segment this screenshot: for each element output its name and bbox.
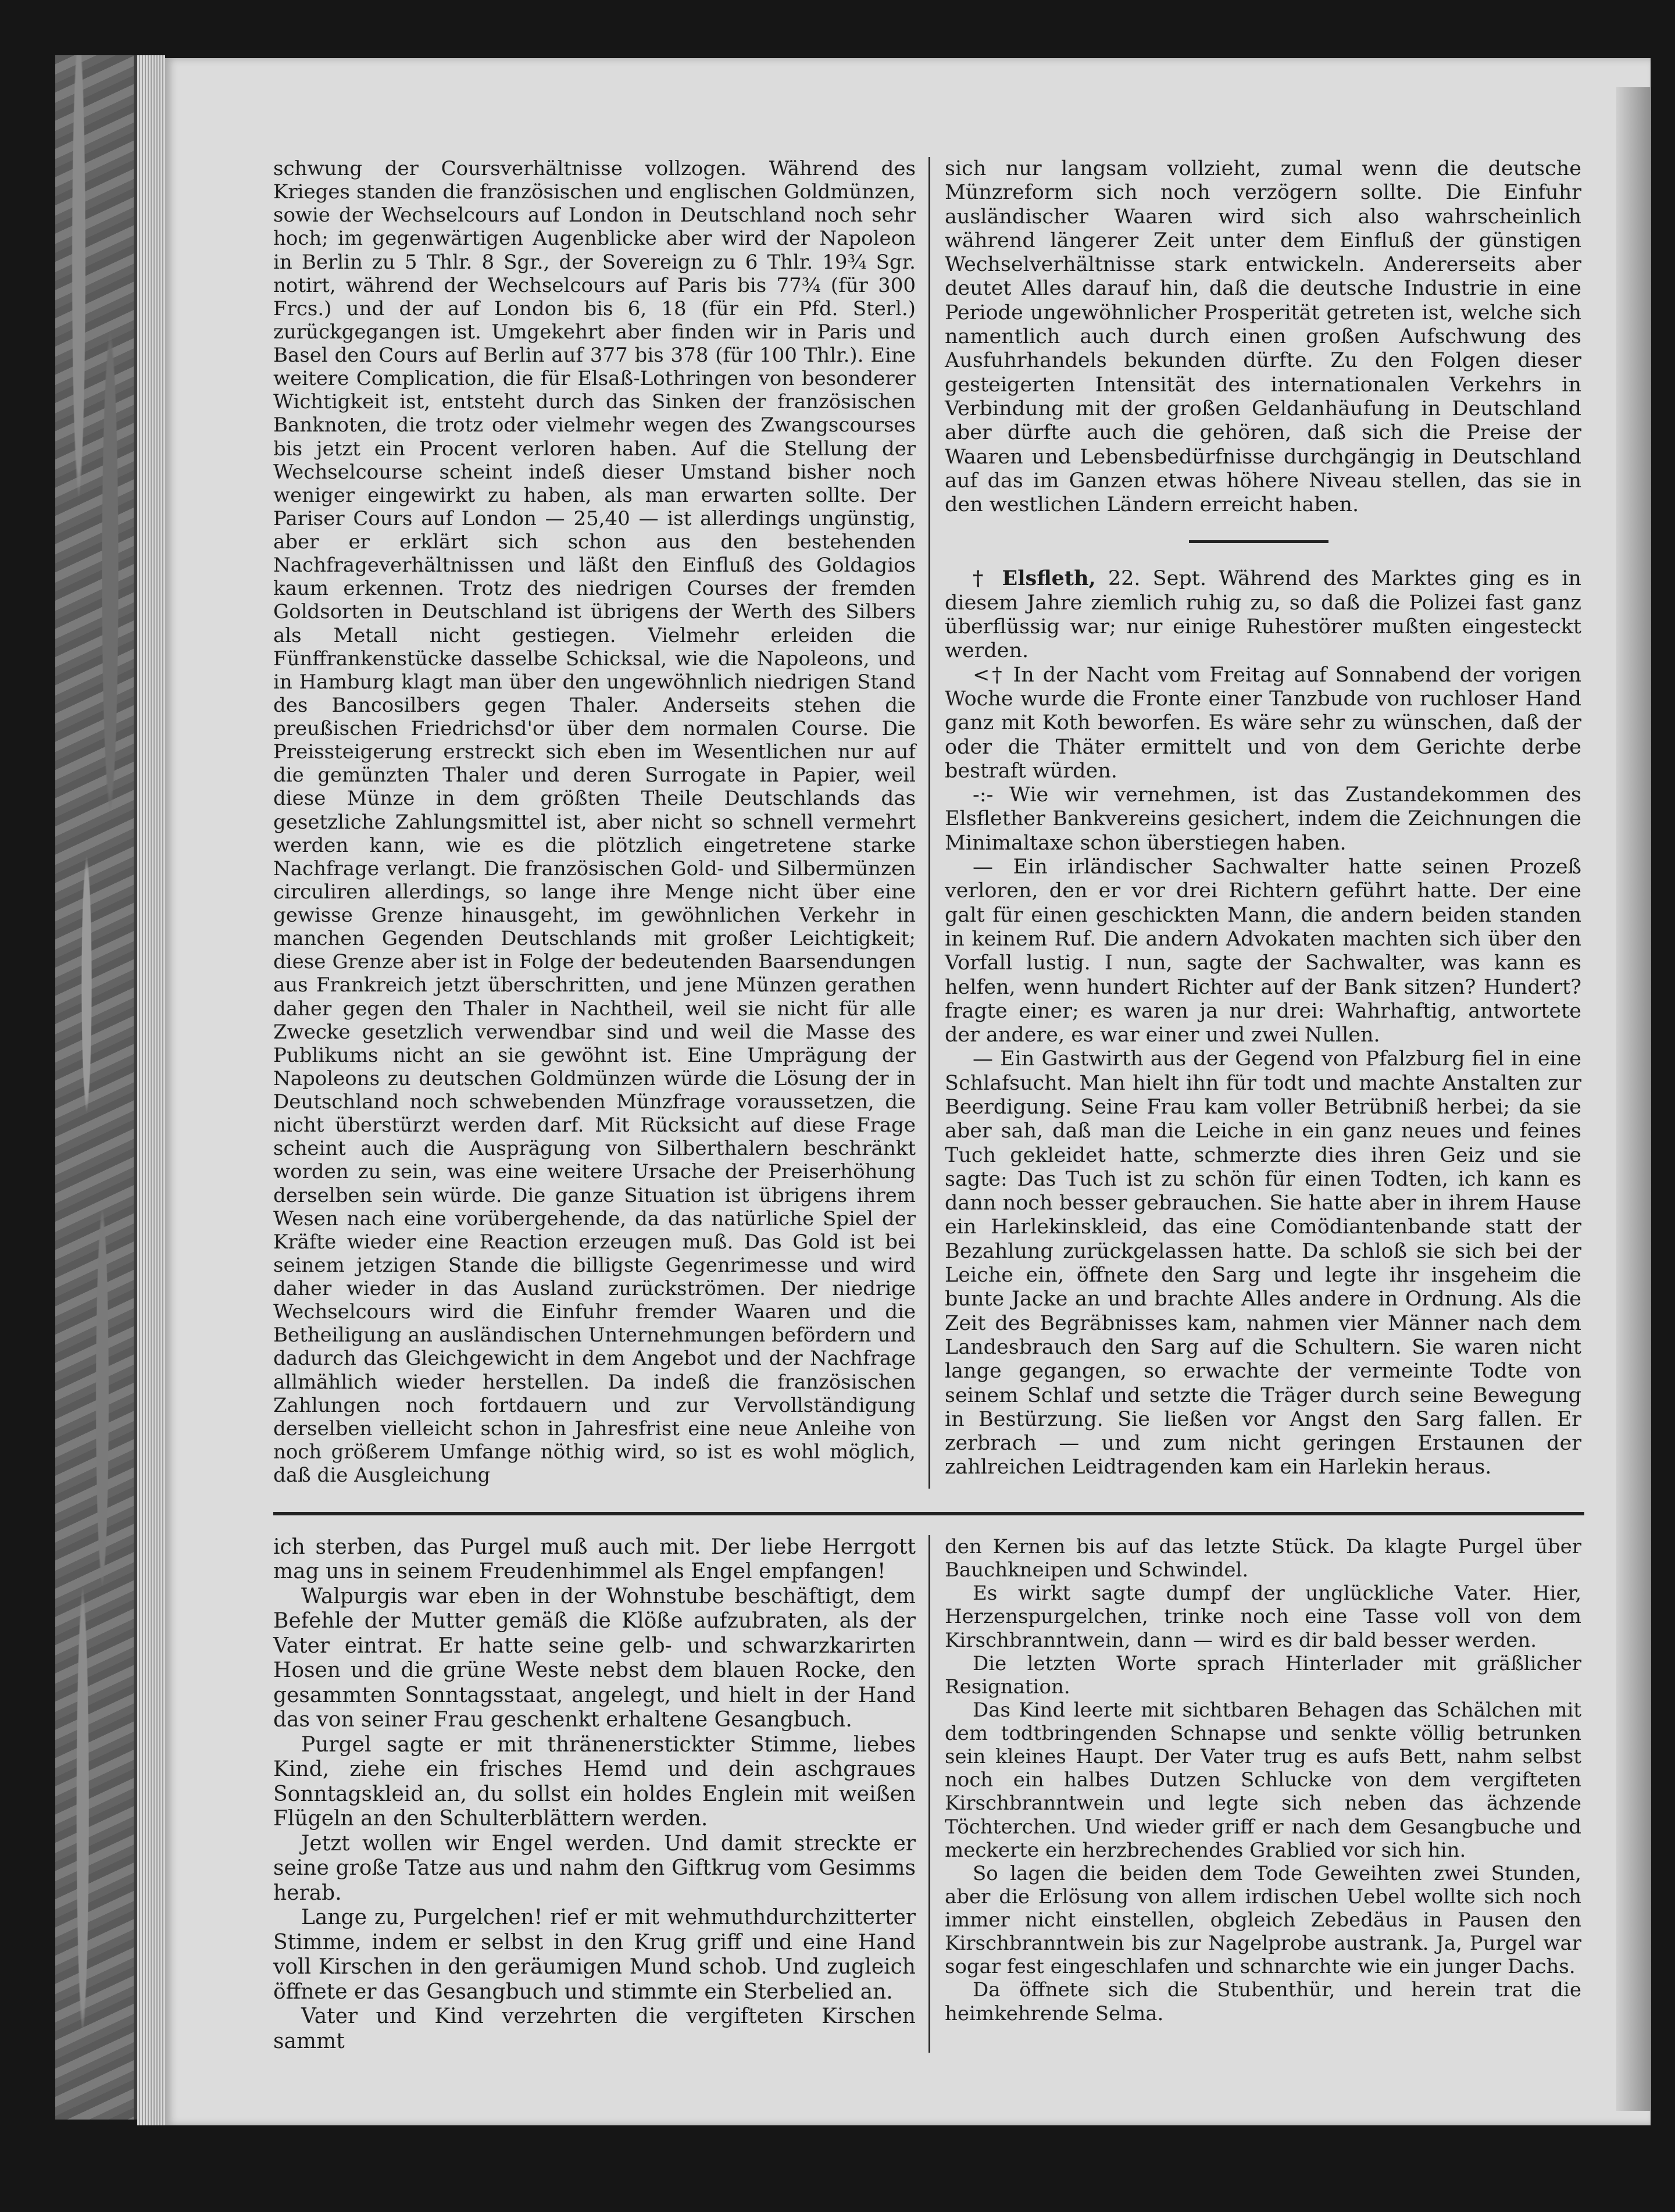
- lower-left-column: [273, 1535, 916, 2054]
- story-paragraph-11: So lagen die beiden dem Tode Geweihten zwei Stunden, aber die Erlösung von allem irdischen Uebel wollte sich noch immer nicht einstellen, obgleich Zebedäus in Pausen den Kirschbranntwein bis zur Nagelprobe austrank. Ja, Purgel war sogar fest eingeschlafen und schnarchte wie ein junger Dachs.: [945, 1861, 1581, 1979]
- story-paragraph-6: Vater und Kind verzehrten die vergifteten Kirschen sammt: [273, 2004, 916, 2053]
- lower-column-divider: [928, 1535, 930, 2053]
- story-paragraph-4: Jetzt wollen wir Engel werden. Und damit streckte er seine große Tatze aus und nahm den Giftkrug vom Gesimms herab.: [273, 1831, 916, 1905]
- lower-right-column: [945, 1535, 1581, 2025]
- section-separator: [1189, 540, 1328, 543]
- feuilleton-divider: [273, 1512, 1584, 1515]
- story-paragraph-8: Es wirkt sagte dumpf der unglückliche Vater. Hier, Herzenspurgelchen, trinke noch eine Tasse voll von dem Kirschbranntwein, dann — wird es dir bald besser werden.: [945, 1582, 1581, 1652]
- story-paragraph-1: ich sterben, das Purgel muß auch mit. Der liebe Herrgott mag uns in seinem Freudenhimmel als Engel empfangen!: [273, 1535, 916, 1584]
- news-elsfleth-heading: † Elsfleth,: [973, 566, 1096, 591]
- upper-left-column: [273, 157, 916, 1487]
- page-stack-edges: [137, 55, 165, 2125]
- news-tanzbude: <† In der Nacht vom Freitag auf Sonnabend der vorigen Woche wurde die Fronte einer Tanzbude von ruchloser Hand ganz mit Koth beworfen. Es wäre sehr zu wünschen, daß der oder die Thäter ermittelt und von dem Gerichte derbe bestraft würden.: [945, 663, 1581, 783]
- story-paragraph-9: Die letzten Worte sprach Hinterlader mit gräßlicher Resignation.: [945, 1651, 1581, 1699]
- marbled-book-edge: [55, 55, 137, 2120]
- story-paragraph-12: Da öffnete sich die Stubenthür, und herein trat die heimkehrende Selma.: [945, 1978, 1581, 2025]
- news-elsfleth: [945, 566, 1581, 663]
- anecdote-gastwirth: — Ein Gastwirth aus der Gegend von Pfalzburg fiel in eine Schlafsucht. Man hielt ihn für todt und machte Anstalten zur Beerdigung. Seine Frau kam voller Betrübniß herbei; da sie aber sah, daß man die Leiche in ein ganz neues und feines Tuch gekleidet hatte, schmerzte dies ihren Geiz und sie sagte: Das Tuch ist zu schön für einen Todten, ich kann es dann noch besser gebrauchen. Sie hatte aber in ihrem Hause ein Harlekinskleid, das eine Comödiantenbande statt der Bezahlung zurückgelassen hatte. Da schloß sie sich bei der Leiche ein, öffnete den Sarg und legte ihr insgeheim die bunte Jacke an und brachte Alles andere in Ordnung. Als die Zeit des Begräbnisses kam, nahmen vier Männer nach dem Landesbrauch den Sarg auf die Schultern. Sie waren nicht lange gegangen, so erwachte der vermeinte Todte von seinem Schlaf und setzte die Träger durch seine Bewegung in Bestürzung. Sie ließen vor Angst den Sarg fallen. Er zerbrach — und zum nicht geringen Erstaunen der zahlreichen Leidtragenden kam ein Harlekin heraus.: [945, 1047, 1581, 1479]
- anecdote-sachwalter: — Ein irländischer Sachwalter hatte seinen Prozeß verloren, den er vor drei Richtern geführt hatte. Der eine galt für einen geschickten Mann, die andern beiden standen in keinem Ruf. Die andern Advokaten machten sich über den Vorfall lustig. I nun, sagte der Sachwalter, was kann es helfen, wenn hundert Richter auf der Bank sitzen? Hundert? fragte einer; es waren ja nur drei: Wahrhaftig, antwortete der andere, es war einer und zwei Nullen.: [945, 855, 1581, 1047]
- story-paragraph-2: Walpurgis war eben in der Wohnstube beschäftigt, dem Befehle der Mutter gemäß die Klöße aufzubraten, als der Vater eintrat. Er hatte seine gelb- und schwarzkarirten Hosen und die grüne Weste nebst dem blauen Rocke, den gesammten Sonntagsstaat, angelegt, und hielt in der Hand das von seiner Frau geschenkt erhaltene Gesangbuch.: [273, 1584, 916, 1732]
- next-page-curl: [1616, 87, 1651, 2111]
- story-paragraph-5: Lange zu, Purgelchen! rief er mit wehmuthdurchzitterter Stimme, indem er selbst in den Krug griff und eine Hand voll Kirschen in den geräumigen Mund schob. Und zugleich öffnete er das Gesangbuch und stimmte ein Sterbelied an.: [273, 1906, 916, 2004]
- upper-column-divider: [928, 157, 930, 1489]
- news-elsfleth-body: 22. Sept. Während des Marktes ging es in diesem Jahre ziemlich ruhig zu, so daß die Polizei fast ganz überflüssig war; nur einige Ruhestörer mußten eingesteckt werden.: [945, 567, 1581, 663]
- article-currency-continued: sich nur langsam vollzieht, zumal wenn die deutsche Münzreform sich noch verzögern sollte. Die Einfuhr ausländischer Waaren wird sich also wahrscheinlich während längerer Zeit unter dem Einfluß der günstigen Wechselverhältnisse stark entwickeln. Andererseits aber deutet Alles darauf hin, daß die deutsche Industrie in eine Periode ungewöhnlicher Prosperität getreten ist, welche sich namentlich auch durch einen großen Aufschwung des Ausfuhrhandels bekunden dürfte. Zu den Folgen dieser gesteigerten Intensität des internationalen Verkehrs in Verbindung mit der großen Geldanhäufung in Deutschland aber dürfte auch die gehören, daß sich die Preise der Waaren und Lebensbedürfnisse durchgängig in Deutschland auf das im Ganzen etwas höhere Niveau stellen, das sie in den westlichen Ländern erreicht haben.: [945, 157, 1581, 517]
- story-paragraph-3: Purgel sagte er mit thränenerstickter Stimme, liebes Kind, ziehe ein frisches Hemd und dein aschgraues Sonntagskleid an, du sollst ein holdes Englein mit weißen Flügeln an den Schulterblättern werden.: [273, 1732, 916, 1831]
- story-paragraph-10: Das Kind leerte mit sichtbaren Behagen das Schälchen mit dem todtbringenden Schnapse und senkte völlig betrunken sein kleines Haupt. Der Vater trug es aufs Bett, nahm selbst noch ein halbes Dutzen Schlucke von dem vergifteten Kirschbranntwein und legte sich neben das ächzende Töchterchen. Und wieder griff er nach dem Gesangbuche und meckerte ein herzbrechendes Grablied vor sich hin.: [945, 1698, 1581, 1862]
- article-currency-text: schwung der Coursverhältnisse vollzogen. Während des Krieges standen die französischen und englischen Goldmünzen, sowie der Wechselcours auf London in Deutschland noch sehr hoch; im gegenwärtigen Augenblicke aber wird der Napoleon in Berlin zu 5 Thlr. 8 Sgr., der Sovereign zu 6 Thlr. 19¾ Sgr. notirt, während der Wechselcours auf Paris bis 77¾ (für 300 Frcs.) und der auf London bis 6, 18 (für ein Pfd. Sterl.) zurückgegangen ist. Umgekehrt aber finden wir in Paris und Basel den Cours auf Berlin auf 377 bis 378 (für 100 Thlr.). Eine weitere Complication, die für Elsaß-Lothringen von besonderer Wichtigkeit ist, entsteht durch das Sinken der französischen Banknoten, die trotz oder vielmehr wegen des Zwangscourses bis jetzt ein Procent verloren haben. Auf die Stellung der Wechselcourse scheint indeß dieser Umstand bisher noch weniger eingewirkt zu haben, als man erwarten sollte. Der Pariser Cours auf London — 25,40 — ist allerdings ungünstig, aber er erklärt sich schon aus den bestehenden Nachfrageverhältnissen und läßt den Einfluß des Goldagios kaum erkennen. Trotz des niedrigen Courses der fremden Goldsorten in Deutschland ist übrigens der Werth des Silbers als Metall nicht gestiegen. Vielmehr erleiden die Fünffrankenstücke dasselbe Schicksal, wie die Napoleons, und in Hamburg klagt man über den ungewöhnlich niedrigen Stand des Bancosilbers gegen Thaler. Anderseits stehen die preußischen Friedrichsd'or über dem normalen Course. Die Preissteigerung erstreckt sich eben im Wesentlichen nur auf die gemünzten Thaler und deren Surrogate in Papier, weil diese Münze in dem größten Theile Deutschlands das gesetzliche Zahlungsmittel ist, aber nicht so schnell vermehrt werden kann, wie es die plötzlich eingetretene starke Nachfrage verlangt. Die französischen Gold- und Silbermünzen circuliren allerdings, so lange ihre Menge nicht über eine gewisse Grenze hinausgeht, im gewöhnlichen Verkehr in manchen Gegenden Deutschlands mit großer Leichtigkeit; diese Grenze aber ist in Folge der bedeutenden Baarsendungen aus Frankreich jetzt überschritten, und jene Münzen gerathen daher gegen den Thaler in Nachtheil, weil sie nicht für alle Zwecke gesetzlich verwendbar sind und weil die Masse des Publikums nicht an sie gewöhnt ist. Eine Umprägung der Napoleons zu deutschen Goldmünzen würde die Lösung der in Deutschland noch schwebenden Münzfrage voraussetzen, die nicht überstürzt werden darf. Mit Rücksicht auf diese Frage scheint auch die Ausprägung von Silberthalern beschränkt worden zu sein, was eine weitere Ursache der Preiserhöhung derselben sein würde. Die ganze Situation ist übrigens ihrem Wesen nach eine vorübergehende, da das natürliche Spiel der Kräfte wieder eine Reaction erzeugen muß. Das Gold ist bei seinem jetzigen Stande die billigste Gegenrimesse und wird daher wieder in das Ausland zurückströmen. Der niedrige Wechselcours wird die Einfuhr fremder Waaren und die Betheiligung an ausländischen Unternehmungen befördern und dadurch das Gleichgewicht in dem Angebot und der Nachfrage allmählich wieder herstellen. Da indeß die französischen Zahlungen noch fortdauern und zur Vervollständigung derselben vielleicht schon in Jahresfrist eine neue Anleihe von noch größerem Umfange nöthig wird, so ist es wohl möglich, daß die Ausgleichung: [273, 157, 916, 1487]
- upper-right-column: [945, 157, 1581, 1480]
- news-bankverein: -:- Wie wir vernehmen, ist das Zustandekommen des Elsflether Bankvereins gesichert, indem die Zeichnungen die Minimaltaxe schon überstiegen haben.: [945, 783, 1581, 855]
- story-paragraph-7: den Kernen bis auf das letzte Stück. Da klagte Purgel über Bauchkneipen und Schwindel.: [945, 1535, 1581, 1582]
